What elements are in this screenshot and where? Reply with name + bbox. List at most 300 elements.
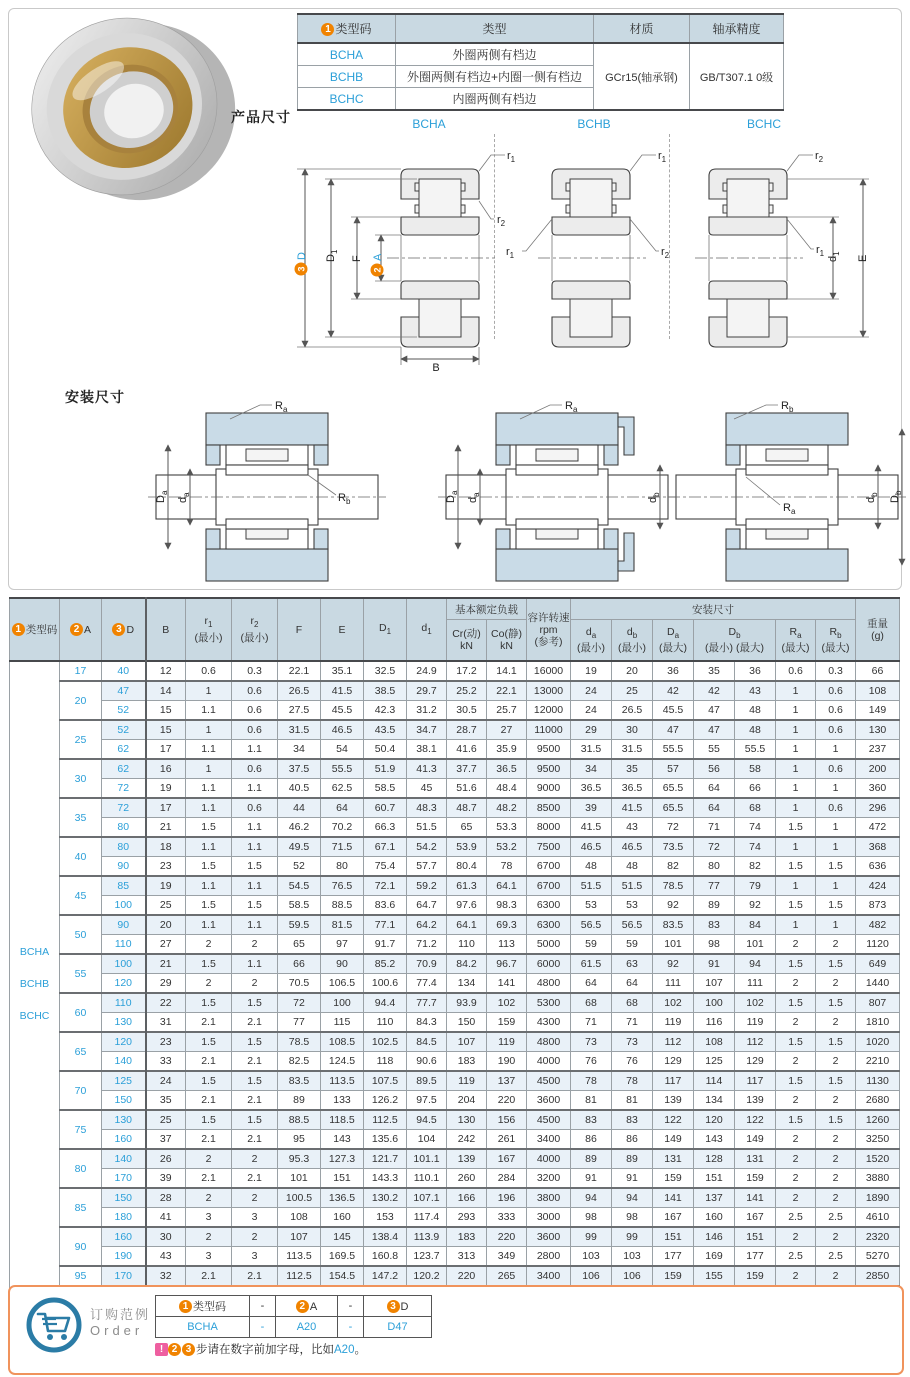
spec-cell: 2 bbox=[776, 1052, 816, 1072]
spec-cell: 41.5 bbox=[321, 681, 364, 701]
spec-cell: 30 bbox=[612, 720, 653, 740]
section-diagram-bchb bbox=[504, 131, 679, 371]
d-value: 80 bbox=[102, 818, 146, 838]
spec-cell: 112 bbox=[653, 1032, 694, 1052]
dim-label-Rb: $R_b$ bbox=[338, 492, 351, 506]
spec-cell: 73.5 bbox=[653, 837, 694, 857]
order-h-d: 3 D bbox=[364, 1296, 432, 1317]
spec-cell: 220 bbox=[447, 1266, 487, 1286]
spec-cell: 48 bbox=[612, 857, 653, 877]
spec-cell: 118.5 bbox=[321, 1110, 364, 1130]
spec-cell: 128 bbox=[694, 1149, 735, 1169]
spec-cell: 84 bbox=[735, 915, 776, 935]
spec-cell: 1 bbox=[776, 915, 816, 935]
spec-cell: 138.4 bbox=[364, 1227, 407, 1247]
spec-cell: 41.5 bbox=[571, 818, 612, 838]
spec-cell: 39 bbox=[146, 1169, 186, 1189]
spec-cell: 2 bbox=[816, 1013, 856, 1033]
spec-cell: 30.5 bbox=[447, 701, 487, 721]
dim-label-Ra: $R_a$ bbox=[275, 400, 288, 414]
spec-cell: 1.1 bbox=[186, 740, 232, 760]
spec-cell: 67.1 bbox=[364, 837, 407, 857]
spec-cell: 53.9 bbox=[447, 837, 487, 857]
spec-cell: 156 bbox=[487, 1110, 527, 1130]
dim-label-Rb: $R_b$ bbox=[781, 400, 794, 414]
spec-cell: 143.3 bbox=[364, 1169, 407, 1189]
spec-cell: 160.8 bbox=[364, 1247, 407, 1267]
spec-cell: 97.5 bbox=[407, 1091, 447, 1111]
spec-cell: 141 bbox=[487, 974, 527, 994]
spec-cell: 2.1 bbox=[232, 1013, 278, 1033]
section-diagram-bcha bbox=[289, 131, 524, 371]
spec-cell: 1.5 bbox=[776, 857, 816, 877]
spec-cell: 74 bbox=[735, 818, 776, 838]
spec-cell: 94 bbox=[612, 1188, 653, 1208]
spec-cell: 64.7 bbox=[407, 896, 447, 916]
spec-cell: 2 bbox=[232, 1227, 278, 1247]
spec-cell: 69.3 bbox=[487, 915, 527, 935]
spec-cell: 36 bbox=[653, 661, 694, 681]
spec-cell: 48 bbox=[735, 720, 776, 740]
spec-row bbox=[10, 1032, 900, 1052]
circled-3-icon: 3 bbox=[112, 623, 125, 636]
col-Da: $D_a$ (最大) bbox=[653, 620, 694, 662]
spec-cell: 68 bbox=[612, 993, 653, 1013]
col-b: B bbox=[146, 598, 186, 661]
spec-cell: 159 bbox=[653, 1266, 694, 1286]
spec-cell: 1 bbox=[186, 720, 232, 740]
spec-cell: 25 bbox=[612, 681, 653, 701]
spec-cell: 41.6 bbox=[447, 740, 487, 760]
spec-row bbox=[10, 1169, 900, 1189]
spec-cell: 2 bbox=[186, 1188, 232, 1208]
a-value: 50 bbox=[60, 915, 102, 954]
spec-cell: 42 bbox=[653, 681, 694, 701]
spec-cell: 3000 bbox=[527, 1208, 571, 1228]
spec-cell: 100.6 bbox=[364, 974, 407, 994]
spec-cell: 649 bbox=[856, 954, 900, 974]
spec-cell: 349 bbox=[487, 1247, 527, 1267]
svg-text:3: 3 bbox=[296, 266, 307, 272]
spec-cell: 48.3 bbox=[407, 798, 447, 818]
spec-cell: 28 bbox=[146, 1188, 186, 1208]
spec-cell: 807 bbox=[856, 993, 900, 1013]
spec-cell: 130.2 bbox=[364, 1188, 407, 1208]
spec-cell: 64 bbox=[321, 798, 364, 818]
d-value: 62 bbox=[102, 759, 146, 779]
spec-cell: 2320 bbox=[856, 1227, 900, 1247]
spec-cell: 61.3 bbox=[447, 876, 487, 896]
order-h-dash: - bbox=[338, 1296, 364, 1317]
spec-cell: 78 bbox=[571, 1071, 612, 1091]
bearing-photo bbox=[15, 13, 265, 208]
spec-row bbox=[10, 1227, 900, 1247]
spec-cell: 36.5 bbox=[612, 779, 653, 799]
col-Ra: $R_a$ (最大) bbox=[776, 620, 816, 662]
spec-cell: 61.5 bbox=[571, 954, 612, 974]
spec-cell: 68 bbox=[735, 798, 776, 818]
spec-cell: 1.5 bbox=[776, 896, 816, 916]
spec-cell: 108 bbox=[694, 1032, 735, 1052]
spec-cell: 1.1 bbox=[232, 954, 278, 974]
spec-cell: 37.5 bbox=[278, 759, 321, 779]
spec-table-body bbox=[10, 661, 900, 1306]
d-value: 90 bbox=[102, 857, 146, 877]
spec-cell: 2.1 bbox=[232, 1052, 278, 1072]
spec-cell: 12000 bbox=[527, 701, 571, 721]
spec-cell: 72 bbox=[653, 818, 694, 838]
spec-cell: 1 bbox=[816, 779, 856, 799]
spec-cell: 1520 bbox=[856, 1149, 900, 1169]
spec-cell: 45.5 bbox=[653, 701, 694, 721]
spec-cell: 107.1 bbox=[407, 1188, 447, 1208]
spec-cell: 59 bbox=[612, 935, 653, 955]
spec-cell: 4000 bbox=[527, 1052, 571, 1072]
spec-cell: 113.5 bbox=[278, 1247, 321, 1267]
spec-cell: 38.1 bbox=[407, 740, 447, 760]
spec-cell: 33 bbox=[146, 1052, 186, 1072]
spec-cell: 1.5 bbox=[186, 818, 232, 838]
type-code-header: 1 类型码 bbox=[298, 14, 396, 43]
spec-cell: 360 bbox=[856, 779, 900, 799]
d-value: 160 bbox=[102, 1130, 146, 1150]
spec-cell: 4500 bbox=[527, 1071, 571, 1091]
d-value: 190 bbox=[102, 1247, 146, 1267]
spec-cell: 2.1 bbox=[186, 1013, 232, 1033]
spec-cell: 1.1 bbox=[186, 876, 232, 896]
spec-cell: 18 bbox=[146, 837, 186, 857]
spec-cell: 76 bbox=[612, 1052, 653, 1072]
spec-cell: 53.3 bbox=[487, 818, 527, 838]
spec-cell: 83.6 bbox=[364, 896, 407, 916]
spec-cell: 91 bbox=[694, 954, 735, 974]
spec-cell: 99 bbox=[612, 1227, 653, 1247]
spec-cell: 108.5 bbox=[321, 1032, 364, 1052]
mount-diagram-3 bbox=[657, 399, 910, 589]
d-value: 150 bbox=[102, 1188, 146, 1208]
diagram-title-bchb: BCHB bbox=[577, 117, 611, 131]
spec-cell: 1.5 bbox=[776, 1071, 816, 1091]
spec-cell: 52 bbox=[278, 857, 321, 877]
spec-cell: 1.1 bbox=[232, 876, 278, 896]
spec-cell: 6300 bbox=[527, 915, 571, 935]
spec-cell: 37 bbox=[146, 1130, 186, 1150]
spec-cell: 77.7 bbox=[407, 993, 447, 1013]
spec-cell: 2 bbox=[186, 1227, 232, 1247]
spec-cell: 80.4 bbox=[447, 857, 487, 877]
mount-diagram-1 bbox=[137, 399, 397, 589]
spec-cell: 151 bbox=[321, 1169, 364, 1189]
spec-cell: 92 bbox=[653, 954, 694, 974]
diagram-title-bcha: BCHA bbox=[412, 117, 446, 131]
spec-cell: 1.1 bbox=[186, 798, 232, 818]
dim-label-db: $d_b$ bbox=[647, 492, 661, 503]
spec-cell: 57.7 bbox=[407, 857, 447, 877]
spec-cell: 204 bbox=[447, 1091, 487, 1111]
spec-row bbox=[10, 1091, 900, 1111]
spec-cell: 24 bbox=[571, 701, 612, 721]
spec-cell: 71 bbox=[694, 818, 735, 838]
spec-cell: 78.5 bbox=[278, 1032, 321, 1052]
spec-cell: 64 bbox=[694, 798, 735, 818]
spec-cell: 54.5 bbox=[278, 876, 321, 896]
spec-cell: 75.4 bbox=[364, 857, 407, 877]
spec-cell: 77 bbox=[278, 1013, 321, 1033]
col-cr: Cr(动) kN bbox=[447, 620, 487, 662]
dim-label-A bbox=[371, 253, 385, 277]
spec-cell: 2800 bbox=[527, 1247, 571, 1267]
spec-cell: 1.1 bbox=[232, 915, 278, 935]
spec-cell: 1.1 bbox=[186, 915, 232, 935]
spec-cell: 35 bbox=[612, 759, 653, 779]
spec-cell: 333 bbox=[487, 1208, 527, 1228]
d-value: 180 bbox=[102, 1208, 146, 1228]
spec-cell: 2 bbox=[816, 1227, 856, 1247]
spec-cell: 48.4 bbox=[487, 779, 527, 799]
order-table bbox=[155, 1295, 432, 1338]
spec-cell: 76 bbox=[571, 1052, 612, 1072]
circled-1-icon: 1 bbox=[179, 1300, 192, 1313]
type-code: BCHA bbox=[298, 43, 396, 66]
spec-cell: 86 bbox=[571, 1130, 612, 1150]
spec-cell: 1.5 bbox=[776, 818, 816, 838]
spec-cell: 2 bbox=[816, 1169, 856, 1189]
spec-cell: 43.5 bbox=[364, 720, 407, 740]
spec-cell: 41.5 bbox=[612, 798, 653, 818]
spec-cell: 2 bbox=[186, 974, 232, 994]
col-r2: $r_2$ (最小) bbox=[232, 598, 278, 661]
spec-cell: 117.4 bbox=[407, 1208, 447, 1228]
spec-cell: 20 bbox=[146, 915, 186, 935]
spec-cell: 71 bbox=[571, 1013, 612, 1033]
spec-cell: 45 bbox=[407, 779, 447, 799]
spec-cell: 98 bbox=[571, 1208, 612, 1228]
spec-cell: 119 bbox=[735, 1013, 776, 1033]
a-value: 80 bbox=[60, 1149, 102, 1188]
spec-row bbox=[10, 993, 900, 1013]
spec-cell: 83 bbox=[612, 1110, 653, 1130]
spec-cell: 2.1 bbox=[186, 1266, 232, 1286]
spec-cell: 38.5 bbox=[364, 681, 407, 701]
spec-row bbox=[10, 876, 900, 896]
spec-cell: 51.5 bbox=[612, 876, 653, 896]
spec-cell: 2.5 bbox=[816, 1208, 856, 1228]
spec-cell: 2 bbox=[776, 1169, 816, 1189]
spec-cell: 1 bbox=[816, 740, 856, 760]
spec-cell: 106 bbox=[612, 1266, 653, 1286]
spec-cell: 6700 bbox=[527, 857, 571, 877]
spec-cell: 151 bbox=[735, 1227, 776, 1247]
spec-cell: 15 bbox=[146, 720, 186, 740]
spec-cell: 65 bbox=[278, 935, 321, 955]
spec-cell: 3600 bbox=[527, 1091, 571, 1111]
d-value: 100 bbox=[102, 954, 146, 974]
spec-table-section bbox=[9, 597, 900, 1307]
spec-cell: 30 bbox=[146, 1227, 186, 1247]
d-value: 150 bbox=[102, 1091, 146, 1111]
spec-cell: 111 bbox=[735, 974, 776, 994]
col-d1: $d_1$ bbox=[407, 598, 447, 661]
spec-cell: 1.1 bbox=[232, 837, 278, 857]
spec-cell: 2 bbox=[816, 935, 856, 955]
spec-cell: 160 bbox=[694, 1208, 735, 1228]
spec-cell: 183 bbox=[447, 1052, 487, 1072]
dim-label-Da: $D_a$ bbox=[155, 490, 169, 503]
spec-cell: 82.5 bbox=[278, 1052, 321, 1072]
order-v-code: BCHA bbox=[156, 1317, 250, 1338]
spec-cell: 2.1 bbox=[232, 1130, 278, 1150]
spec-cell: 31.5 bbox=[612, 740, 653, 760]
spec-cell: 88.5 bbox=[321, 896, 364, 916]
spec-row bbox=[10, 1266, 900, 1286]
spec-row bbox=[10, 818, 900, 838]
spec-cell: 1.5 bbox=[232, 1071, 278, 1091]
d-value: 100 bbox=[102, 896, 146, 916]
spec-cell: 1.5 bbox=[186, 954, 232, 974]
spec-cell: 261 bbox=[487, 1130, 527, 1150]
spec-cell: 2 bbox=[186, 1149, 232, 1169]
dim-label-E: E bbox=[857, 254, 869, 262]
spec-cell: 73 bbox=[612, 1032, 653, 1052]
spec-cell: 2 bbox=[816, 1091, 856, 1111]
a-value: 85 bbox=[60, 1188, 102, 1227]
spec-cell: 98.3 bbox=[487, 896, 527, 916]
spec-cell: 106.5 bbox=[321, 974, 364, 994]
dim-label-d1: $d_1$ bbox=[827, 251, 841, 262]
spec-cell: 2 bbox=[776, 1091, 816, 1111]
spec-cell: 166 bbox=[447, 1188, 487, 1208]
a-value: 17 bbox=[60, 661, 102, 681]
spec-cell: 27 bbox=[487, 720, 527, 740]
spec-cell: 3880 bbox=[856, 1169, 900, 1189]
spec-cell: 103 bbox=[612, 1247, 653, 1267]
spec-cell: 103 bbox=[571, 1247, 612, 1267]
spec-cell: 5000 bbox=[527, 935, 571, 955]
spec-cell: 1.5 bbox=[186, 857, 232, 877]
spec-cell: 99 bbox=[571, 1227, 612, 1247]
a-value: 40 bbox=[60, 837, 102, 876]
spec-cell: 58.5 bbox=[278, 896, 321, 916]
spec-cell: 94 bbox=[735, 954, 776, 974]
spec-row bbox=[10, 720, 900, 740]
spec-cell: 89 bbox=[612, 1149, 653, 1169]
spec-header-row-1 bbox=[10, 598, 900, 620]
spec-cell: 265 bbox=[487, 1266, 527, 1286]
spec-cell: 12 bbox=[146, 661, 186, 681]
spec-cell: 108 bbox=[278, 1208, 321, 1228]
spec-cell: 0.6 bbox=[816, 720, 856, 740]
spec-cell: 45.5 bbox=[321, 701, 364, 721]
spec-cell: 46.5 bbox=[571, 837, 612, 857]
d-value: 140 bbox=[102, 1052, 146, 1072]
spec-cell: 284 bbox=[487, 1169, 527, 1189]
spec-cell: 2 bbox=[232, 1188, 278, 1208]
spec-cell: 43 bbox=[735, 681, 776, 701]
spec-cell: 119 bbox=[487, 1032, 527, 1052]
spec-cell: 1 bbox=[776, 701, 816, 721]
spec-cell: 42.3 bbox=[364, 701, 407, 721]
d-value: 170 bbox=[102, 1266, 146, 1286]
spec-cell: 1.5 bbox=[186, 993, 232, 1013]
spec-cell: 153 bbox=[364, 1208, 407, 1228]
spec-cell: 23 bbox=[146, 857, 186, 877]
spec-cell: 2 bbox=[186, 935, 232, 955]
order-title-cn: 订购范例 bbox=[90, 1307, 151, 1322]
spec-cell: 8500 bbox=[527, 798, 571, 818]
order-h-code: 1 类型码 bbox=[156, 1296, 250, 1317]
spec-cell: 1 bbox=[776, 681, 816, 701]
spec-cell: 177 bbox=[735, 1247, 776, 1267]
spec-cell: 98 bbox=[694, 935, 735, 955]
spec-row bbox=[10, 935, 900, 955]
spec-cell: 139 bbox=[735, 1091, 776, 1111]
dim-label-r2: $r_2$ bbox=[661, 246, 670, 260]
spec-cell: 74 bbox=[735, 837, 776, 857]
spec-cell: 65.5 bbox=[653, 798, 694, 818]
type-code: BCHB bbox=[298, 66, 396, 88]
spec-cell: 44 bbox=[278, 798, 321, 818]
spec-cell: 79 bbox=[735, 876, 776, 896]
circled-1-icon: 1 bbox=[321, 23, 334, 36]
type-code-label: BCHA bbox=[19, 945, 50, 958]
spec-cell: 112.5 bbox=[364, 1110, 407, 1130]
spec-cell: 97 bbox=[321, 935, 364, 955]
circled-2-icon: 2 bbox=[70, 623, 83, 636]
type-codes-cell bbox=[10, 661, 60, 1306]
spec-cell: 36.5 bbox=[571, 779, 612, 799]
spec-cell: 83 bbox=[694, 915, 735, 935]
spec-cell: 2.1 bbox=[186, 1091, 232, 1111]
spec-cell: 1 bbox=[186, 681, 232, 701]
spec-cell: 36 bbox=[735, 661, 776, 681]
spec-cell: 82 bbox=[653, 857, 694, 877]
spec-cell: 135.6 bbox=[364, 1130, 407, 1150]
spec-cell: 2680 bbox=[856, 1091, 900, 1111]
spec-cell: 20 bbox=[612, 661, 653, 681]
spec-cell: 1.5 bbox=[232, 896, 278, 916]
group-load: 基本额定负载 bbox=[447, 598, 527, 620]
d-value: 90 bbox=[102, 915, 146, 935]
dim-label-Da: $D_a$ bbox=[445, 490, 459, 503]
spec-cell: 91 bbox=[571, 1169, 612, 1189]
spec-cell: 0.6 bbox=[816, 759, 856, 779]
spec-cell: 53 bbox=[612, 896, 653, 916]
spec-cell: 19 bbox=[146, 779, 186, 799]
spec-cell: 1.5 bbox=[816, 1071, 856, 1091]
spec-cell: 51.6 bbox=[447, 779, 487, 799]
product-dims-label: 产品尺寸 bbox=[231, 109, 291, 125]
spec-cell: 1 bbox=[776, 837, 816, 857]
spec-cell: 110 bbox=[447, 935, 487, 955]
spec-cell: 91 bbox=[612, 1169, 653, 1189]
spec-cell: 29.7 bbox=[407, 681, 447, 701]
spec-cell: 15 bbox=[146, 701, 186, 721]
precision-value: GB/T307.1 0级 bbox=[690, 43, 784, 110]
spec-cell: 2.5 bbox=[816, 1247, 856, 1267]
spec-cell: 21 bbox=[146, 818, 186, 838]
d-value: 120 bbox=[102, 974, 146, 994]
spec-cell: 7500 bbox=[527, 837, 571, 857]
circled-3-icon: 3 bbox=[387, 1300, 400, 1313]
spec-cell: 143 bbox=[694, 1130, 735, 1150]
spec-cell: 1130 bbox=[856, 1071, 900, 1091]
spec-cell: 159 bbox=[653, 1169, 694, 1189]
spec-cell: 81 bbox=[612, 1091, 653, 1111]
spec-cell: 48 bbox=[735, 701, 776, 721]
spec-row bbox=[10, 1013, 900, 1033]
spec-cell: 131 bbox=[735, 1149, 776, 1169]
spec-cell: 1.5 bbox=[776, 954, 816, 974]
